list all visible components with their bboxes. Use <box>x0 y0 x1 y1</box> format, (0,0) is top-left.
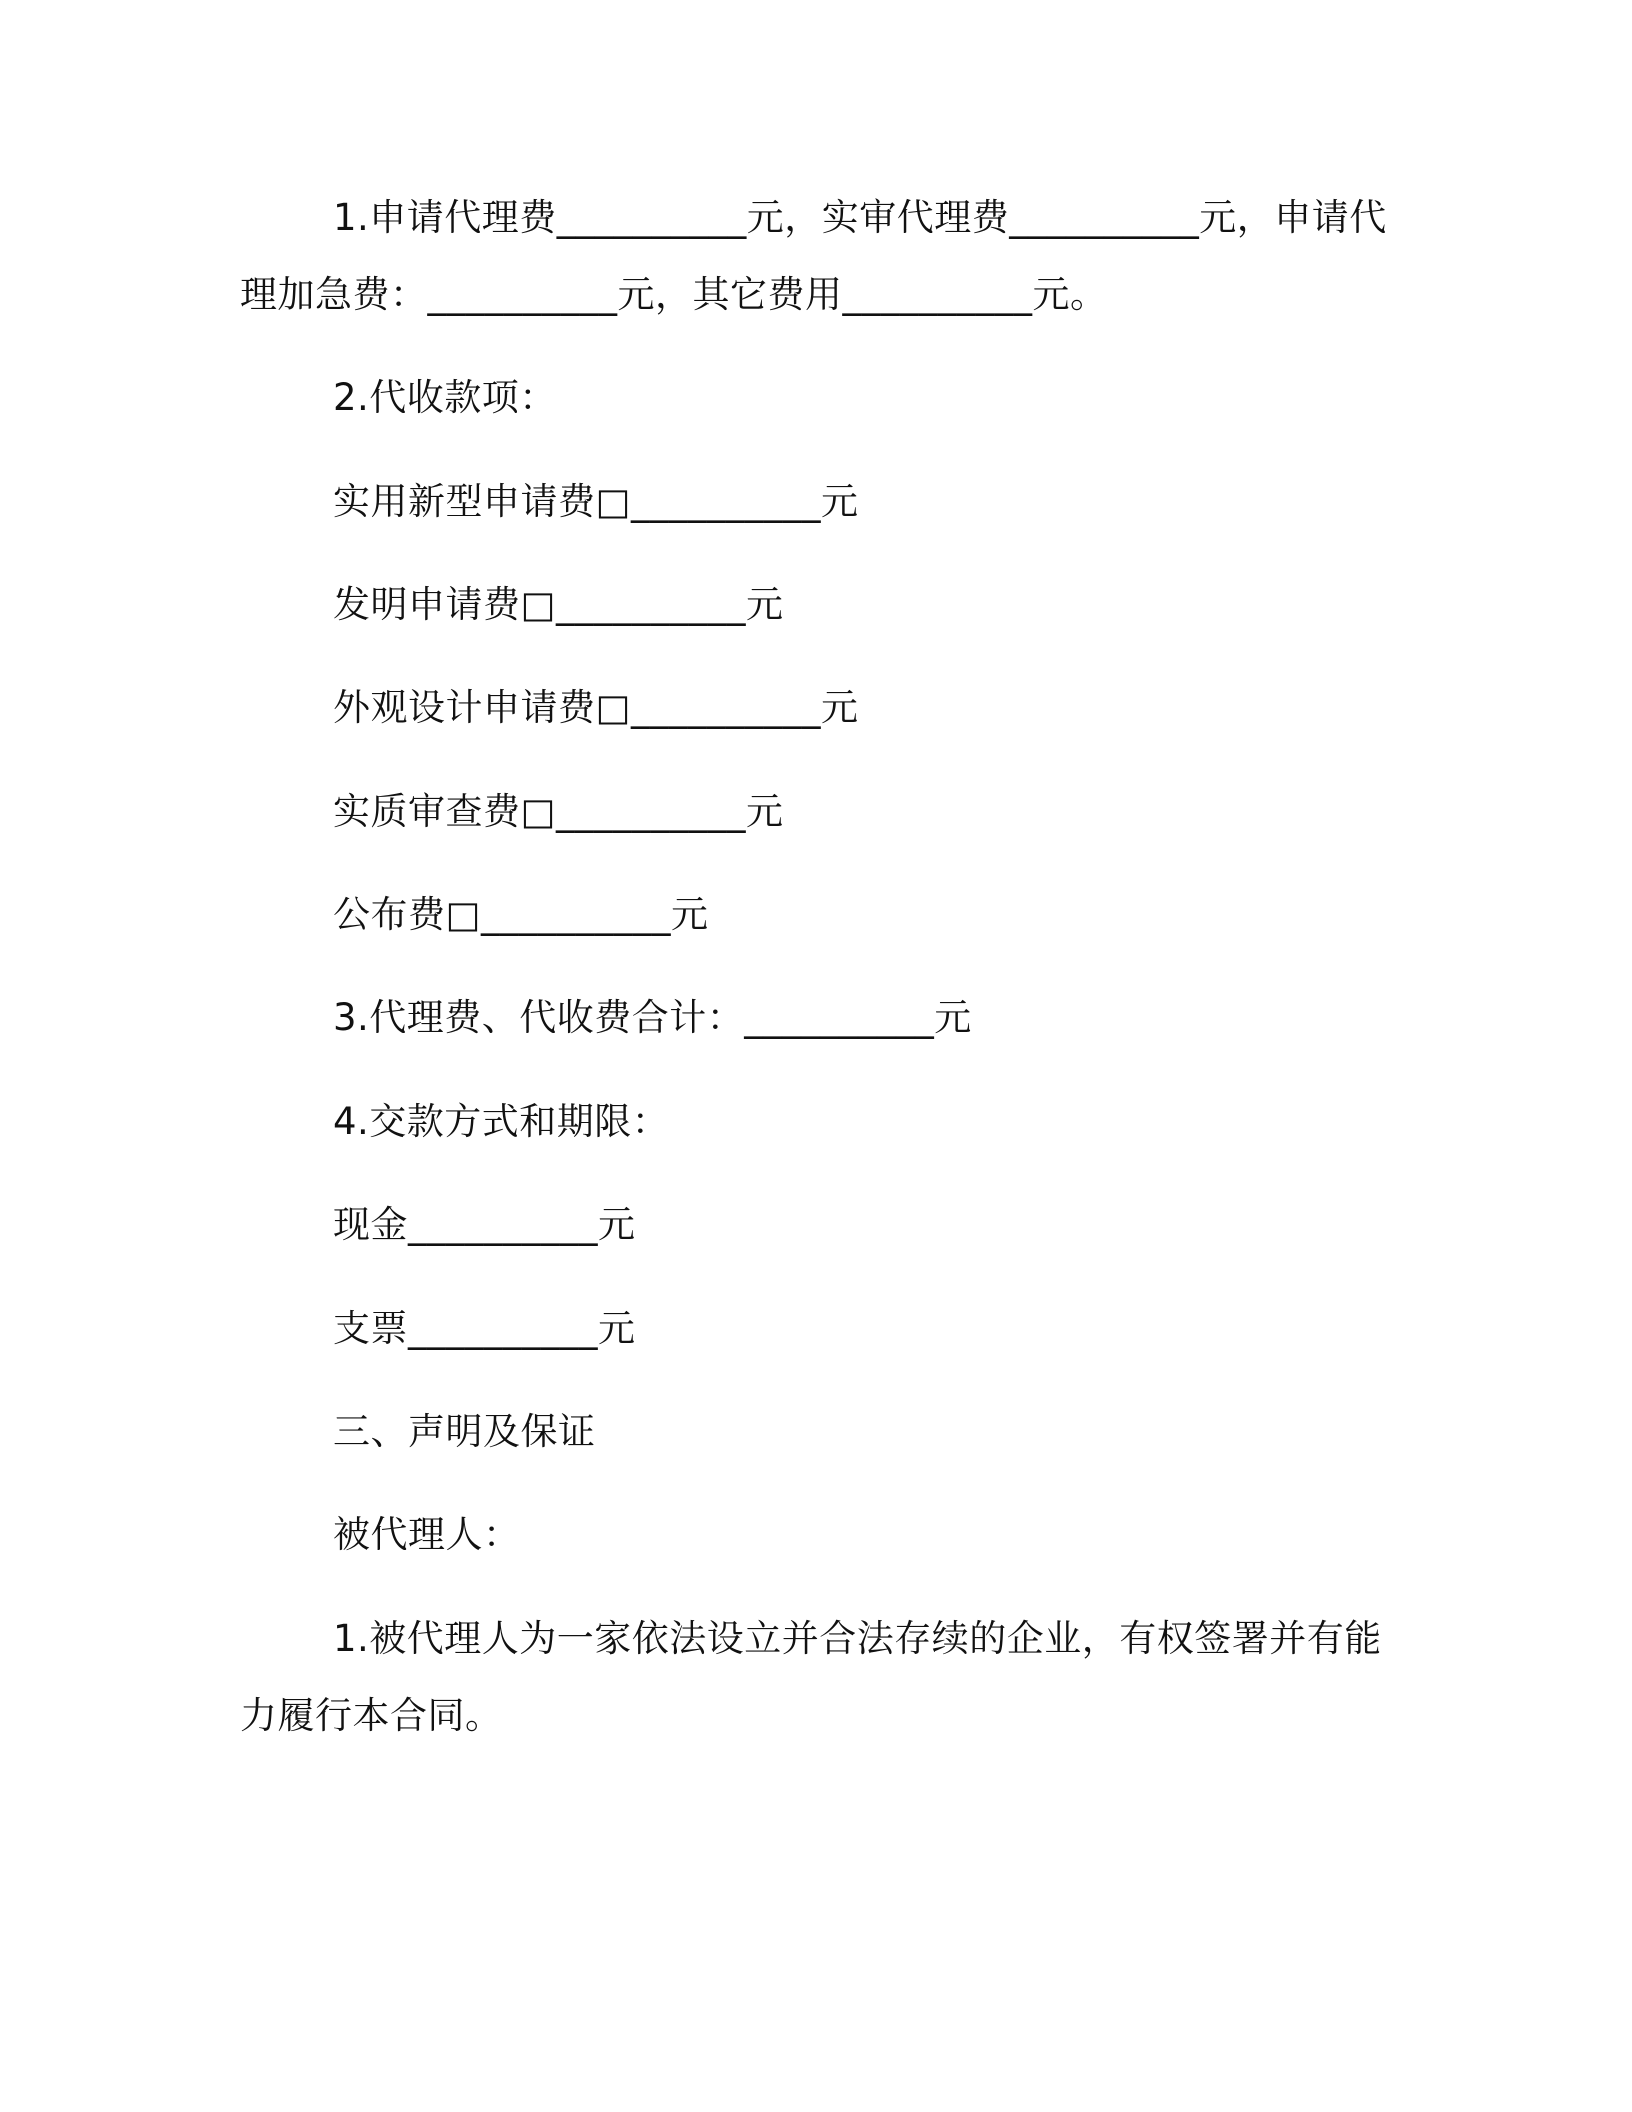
cash-line: 现金__________元 <box>333 1203 636 1246</box>
fee-line-1: 1.申请代理费__________元，实审代理费__________元，申请代 <box>333 196 1387 239</box>
utility-model-fee: 实用新型申请费□__________元 <box>333 480 859 523</box>
publication-fee: 公布费□__________元 <box>333 893 709 936</box>
statement-line-1: 1.被代理人为一家依法设立并合法存续的企业，有权签署并有能 <box>333 1617 1382 1660</box>
statement-line-1-cont: 力履行本合同。 <box>240 1694 503 1737</box>
fee-line-1-cont: 理加急费：__________元，其它费用__________元。 <box>240 273 1108 316</box>
collection-heading: 2.代收款项： <box>333 376 557 419</box>
principal-heading: 被代理人： <box>333 1513 521 1556</box>
design-fee: 外观设计申请费□__________元 <box>333 686 859 729</box>
exam-fee: 实质审查费□__________元 <box>333 790 784 833</box>
payment-heading: 4.交款方式和期限： <box>333 1100 670 1143</box>
total-fee: 3.代理费、代收费合计：__________元 <box>333 996 972 1039</box>
cheque-line: 支票__________元 <box>333 1307 636 1350</box>
invention-fee: 发明申请费□__________元 <box>333 583 784 626</box>
section-heading: 三、声明及保证 <box>333 1410 596 1453</box>
